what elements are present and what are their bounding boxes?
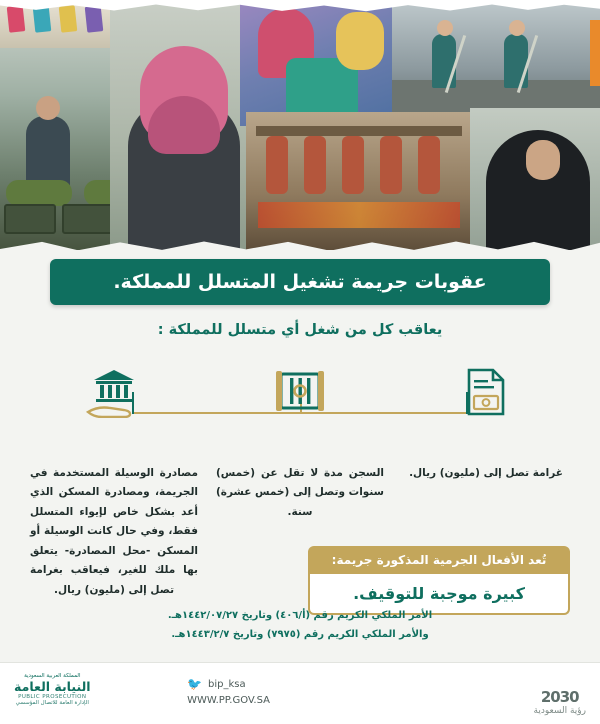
vision-label: رؤية السعودية (533, 706, 586, 716)
grill-item (266, 136, 288, 194)
twitter-handle: bip_ksa (208, 678, 246, 690)
social-block (187, 677, 270, 706)
orange-edge-marker (590, 20, 600, 86)
logo-arabic-name: النيابة العامة (14, 679, 91, 694)
prison-bars-icon (216, 360, 384, 418)
content-area (0, 250, 600, 724)
penalty-fine-text: غرامة تصل إلى (مليون) ريال. (409, 467, 563, 479)
worker-figure (432, 34, 456, 88)
footer (0, 662, 600, 724)
photo-woman-pink-hijab (110, 0, 260, 250)
arrest-callout-head: تُعد الأفعال الجرمية المذكورة جريمة: (308, 546, 570, 574)
vision-2030-logo (534, 688, 586, 716)
bunting-flag (7, 5, 26, 33)
hand-holding-building-icon (30, 360, 198, 418)
website-url[interactable]: WWW.PP.GOV.SA (187, 695, 270, 706)
worker-figure (504, 34, 528, 88)
grill-item (342, 136, 364, 194)
crate (4, 204, 56, 234)
photo-grill (246, 112, 472, 250)
page-title: عقوبات جريمة تشغيل المتسلل للمملكة. (113, 271, 487, 293)
produce-pile (6, 180, 72, 206)
penalty-confiscation-text: مصادرة الوسيلة المستخدمة في الجريمة، ومصادرة المسكن الذي أعد بشكل خاص لإيواء المتسلل فقط، وفي حال كانت الوسيلة أو المسكن -محل المصادرة- يتعلق بها ملك للغير، فيعاقب بغرامة تصل إلى (مليون) ريال. (30, 467, 198, 596)
royal-decrees (0, 606, 600, 644)
penalty-prison-text: السجن مدة لا تقل عن (خمس) سنوات وتصل إلى (خمس عشرة) سنة. (216, 467, 384, 518)
face (526, 140, 560, 180)
figure-shape (336, 12, 384, 70)
photo-street-workers (392, 0, 600, 122)
photo-collage (0, 0, 600, 250)
logo-country: المملكة العربية السعودية (24, 673, 81, 679)
money-document-icon (402, 360, 570, 418)
photo-colorful-worker (240, 0, 400, 126)
decree-line-1: الأمر الملكي الكريم رقم (أ/٤٠٦) وتاريخ ١٤٤٢/٠٧/٢٧هـ. (167, 610, 433, 621)
twitter-row[interactable] (187, 677, 270, 691)
grill-fire (258, 202, 460, 228)
grill-item (380, 136, 402, 194)
bunting-flag (59, 5, 78, 33)
twitter-icon: 🐦 (187, 677, 203, 691)
arrest-callout-value: كبيرة موجبة للتوقيف. (308, 574, 570, 615)
arrest-callout (308, 546, 570, 615)
vision-number: 2030 (540, 688, 579, 706)
photo-woman-black-abaya (470, 108, 600, 250)
logo-english-name: PUBLIC PROSECUTION (18, 694, 87, 700)
grill-item (418, 136, 440, 194)
decree-line-2: والأمر الملكي الكريم رقم (٧٩٧٥) وتاريخ ١٤٤٣/٢/٧هـ. (171, 629, 429, 640)
penalty-confiscation (30, 360, 198, 600)
grill-item (304, 136, 326, 194)
bunting-flag (85, 5, 104, 33)
grill-rack (256, 126, 462, 136)
crate (62, 204, 114, 234)
title-banner (50, 259, 550, 305)
logo-department: الإدارة العامة للاتصال المؤسسي (15, 700, 89, 706)
public-prosecution-logo (14, 673, 91, 706)
subtitle: يعاقب كل من شغل أي متسلل للمملكة : (157, 322, 443, 338)
